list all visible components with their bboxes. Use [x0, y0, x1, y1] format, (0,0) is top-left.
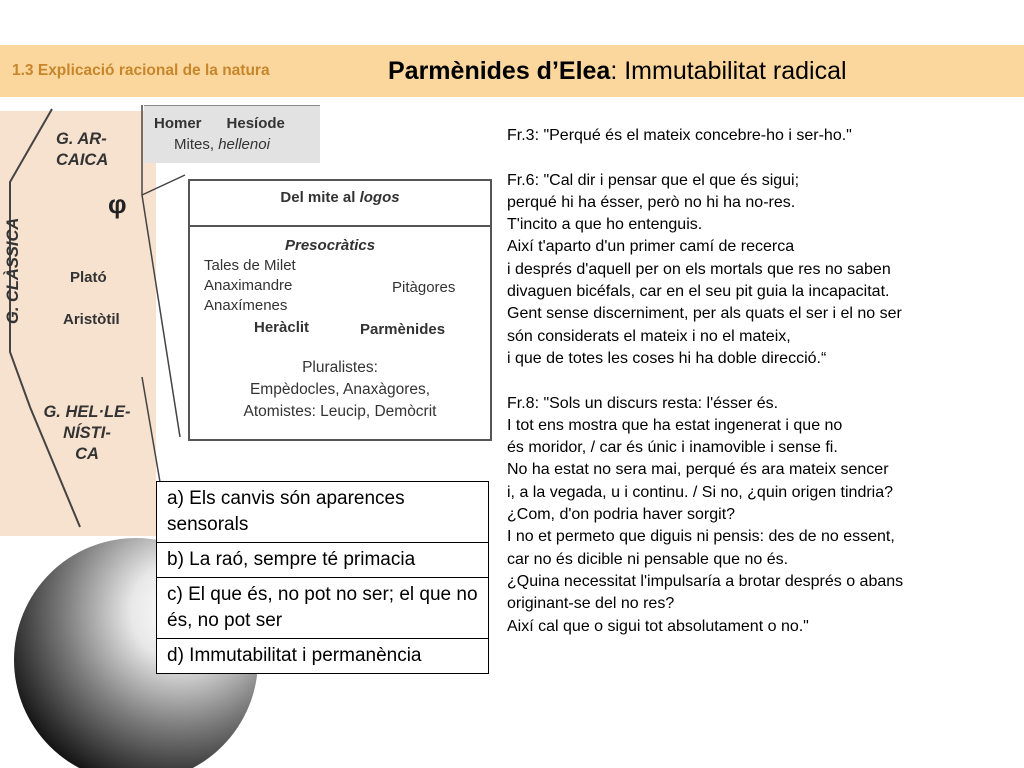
fr8-line: ¿Quina necessitat l'impulsaría a brotar després o abans — [507, 572, 904, 590]
era-hellenistic-line1: G. HEL·LE- — [43, 403, 131, 421]
title-rest: : Immutabilitat radical — [610, 57, 847, 85]
option-d: d) Immutabilitat i permanència — [157, 639, 489, 674]
fr8-line: ¿Com, d'on podria haver sorgit? — [507, 506, 736, 524]
fr8-line: car no és dicible ni pensable que no és. — [507, 550, 789, 568]
table-row — [157, 482, 489, 543]
logos-box — [188, 179, 492, 441]
page-title — [388, 57, 847, 86]
phi-symbol: φ — [108, 189, 127, 219]
hellenoi-label: hellenoi — [218, 136, 270, 153]
fr6-line: Així t'aparto d'un primer camí de recerca — [507, 238, 795, 256]
fragments-text — [507, 125, 1017, 638]
header-bar — [0, 45, 1024, 97]
homer-names — [154, 115, 285, 132]
fr6-line: són considerats el mateix i no el mateix, — [507, 327, 791, 345]
era-hellenistic-line3: CA — [75, 445, 99, 463]
era-archaic-line1: G. AR- — [56, 130, 107, 148]
fr8-line: originant-se del no res? — [507, 595, 675, 613]
pluralists-line1: Pluralistes: — [302, 359, 378, 376]
paragraph-gap — [507, 370, 1017, 392]
title-bold: Parmènides d’Elea — [388, 57, 611, 85]
era-hellenistic-line2: NÍSTI- — [63, 424, 111, 442]
fr6-line: Gent sense discerniment, per als quats el ser i el no ser — [507, 305, 902, 323]
presocratics-title: Presocràtics — [285, 237, 376, 254]
hesiod-label: Hesíode — [226, 115, 285, 132]
fr8-line: No ha estat no sera mai, perqué és ara mateix sencer — [507, 461, 889, 479]
options-table — [156, 481, 489, 674]
option-b: b) La raó, sempre té primacia — [157, 543, 489, 578]
table-row — [157, 543, 489, 578]
table-row — [157, 639, 489, 674]
logos-heading-italic: logos — [359, 189, 400, 206]
homer-box — [144, 105, 320, 163]
table-row — [157, 578, 489, 639]
fr6-line: Fr.6: "Cal dir i pensar que el que és sigui; — [507, 171, 800, 189]
fr3-line: Fr.3: "Perqué és el mateix concebre-ho i ser-ho." — [507, 127, 852, 144]
pitagores-label: Pitàgores — [392, 279, 456, 296]
era-archaic — [56, 129, 108, 171]
option-a: a) Els canvis són aparences sensorals — [157, 482, 489, 543]
fr6-line: divaguen bicéfals, car en el seu pit guia la incapacitat. — [507, 283, 890, 301]
anaximandre-label: Anaximandre — [204, 277, 293, 294]
fr6-line: i després d'aquell per on els mortals que res no saben — [507, 260, 891, 278]
option-c: c) El que és, no pot no ser; el que no és, no pot ser — [157, 578, 489, 639]
fr8-line: I tot ens mostra que ha estat ingenerat i que no — [507, 416, 843, 434]
fr6-line: T'incito a que ho entenguis. — [507, 216, 703, 234]
tales-label: Tales de Milet — [204, 257, 296, 274]
pluralists-line2: Empèdocles, Anaxàgores, — [249, 381, 431, 398]
fr6-line: i que de totes les coses hi ha doble direcció.“ — [507, 349, 827, 367]
homer-label: Homer — [154, 115, 202, 132]
aristotle-label: Aristòtil — [63, 311, 120, 328]
pluralists-line3: Atomistes: Leucip, Demòcrit — [243, 403, 437, 420]
myths-line — [174, 136, 270, 153]
timeline-diagram — [0, 97, 490, 537]
fr8-line: és moridor, / car és únic i inamovible i sense fi. — [507, 439, 838, 457]
section-label: 1.3 Explicació racional de la natura — [12, 62, 270, 79]
era-hellenistic — [34, 402, 140, 465]
era-classical: G. CLÀSSICA — [4, 217, 22, 324]
myths-label: Mites, — [174, 136, 215, 153]
era-archaic-line2: CAICA — [56, 151, 109, 169]
fr8-line: I no et permeto que diguis ni pensis: des de no essent, — [507, 528, 895, 546]
fr6-line: perqué hi ha ésser, però no hi ha no-res. — [507, 193, 796, 211]
fr8-line: i, a la vegada, u i continu. / Si no, ¿quin origen tindria? — [507, 483, 894, 501]
fr8-line: Així cal que o sigui tot absolutament o no." — [507, 617, 809, 635]
plato-label: Plató — [70, 269, 107, 286]
logos-heading — [190, 181, 490, 227]
anaximenes-label: Anaxímenes — [204, 297, 288, 314]
paragraph-gap — [507, 147, 1017, 169]
parmenides-label: Parmènides — [360, 321, 446, 338]
logos-heading-text: Del mite al — [280, 189, 356, 206]
fr8-line: Fr.8: "Sols un discurs resta: l'ésser és. — [507, 394, 779, 412]
pluralists-block — [190, 357, 490, 423]
heraclit-label: Heràclit — [254, 319, 310, 336]
